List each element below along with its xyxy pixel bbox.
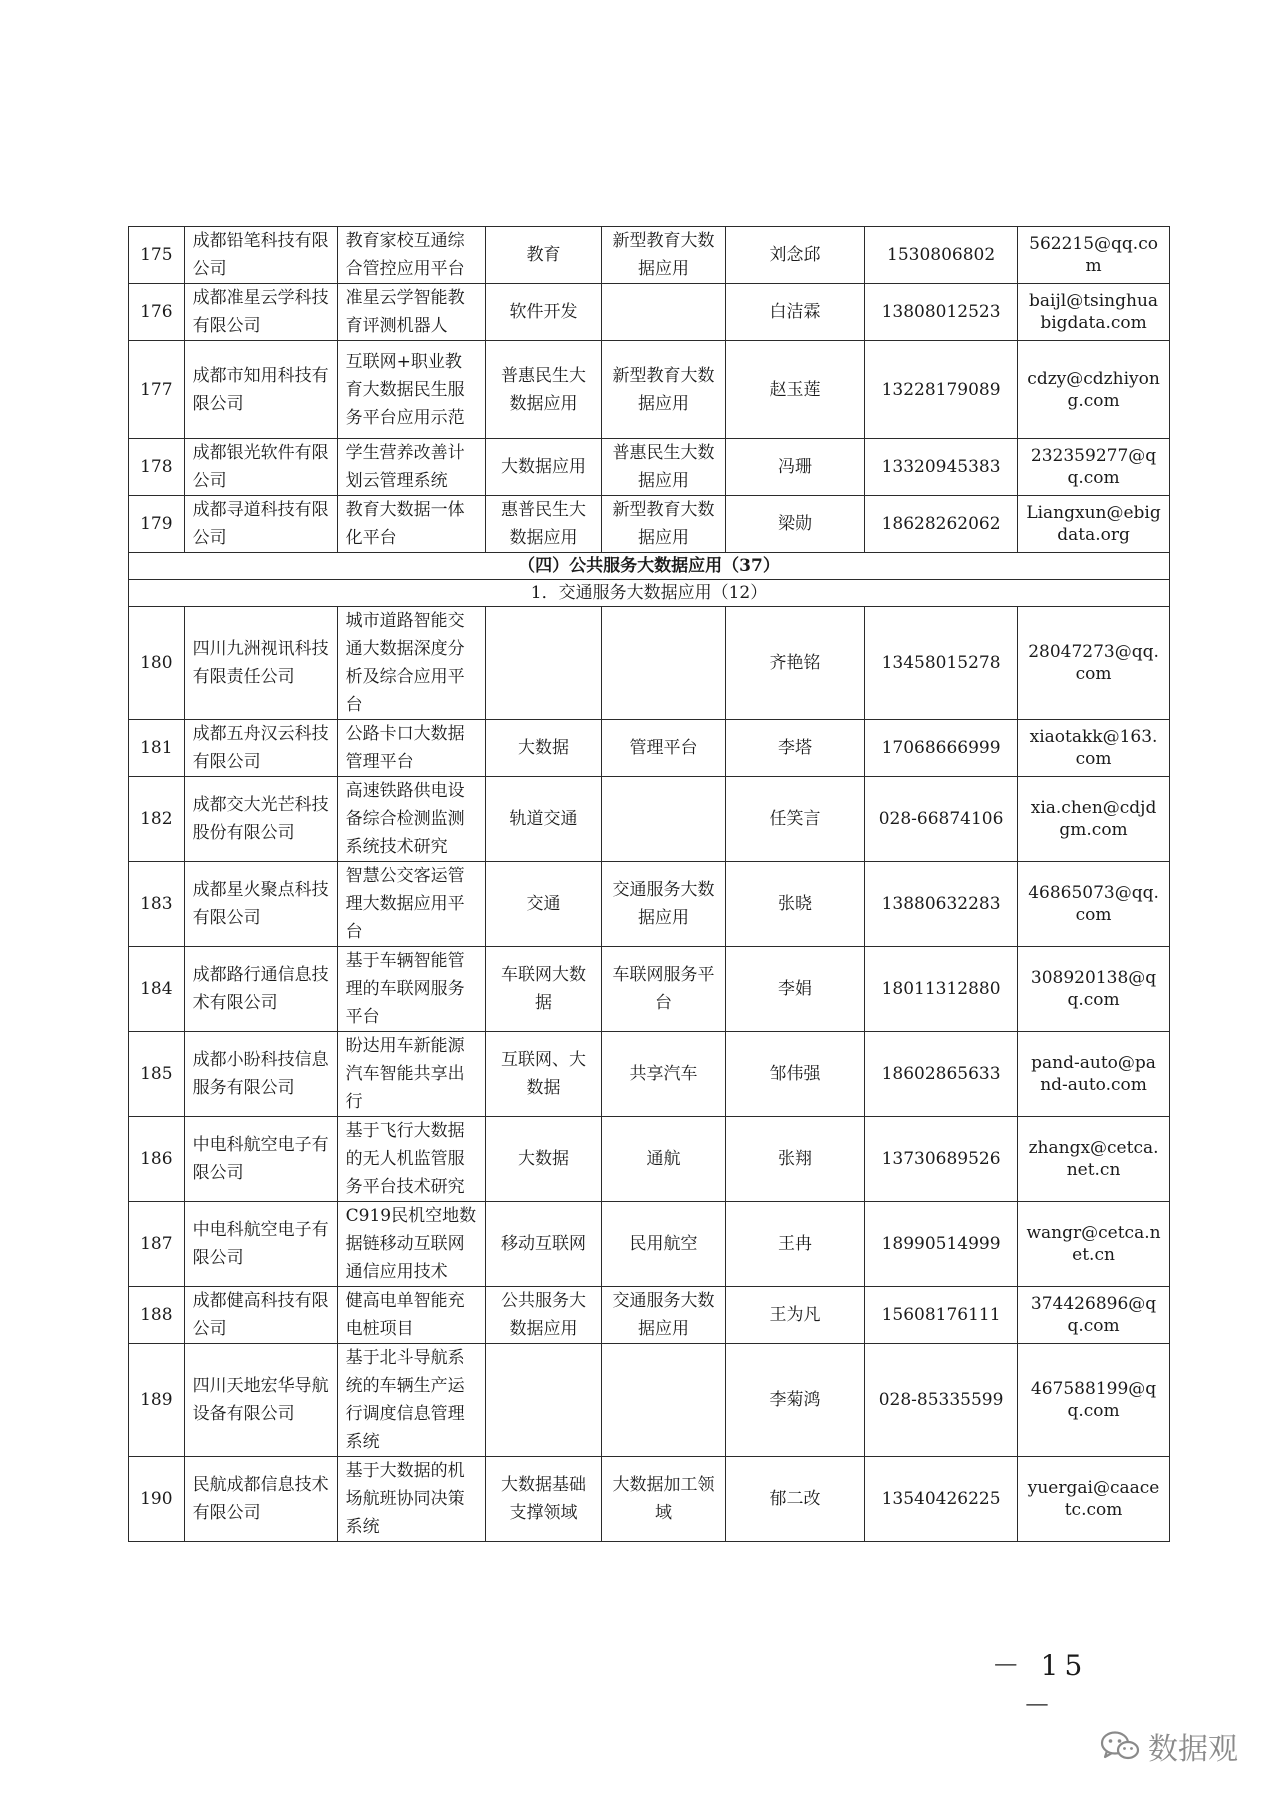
- company-name: 成都市知用科技有限公司: [184, 341, 337, 439]
- project-name: 基于北斗导航系统的车辆生产运行调度信息管理系统: [337, 1344, 485, 1457]
- table-row: [129, 1344, 1170, 1457]
- field-secondary: 车联网服务平台: [601, 947, 725, 1032]
- row-number: 184: [129, 947, 185, 1032]
- contact-person: 王冉: [725, 1202, 864, 1287]
- phone-number: 028-85335599: [865, 1344, 1018, 1457]
- contact-person: 冯珊: [725, 439, 864, 496]
- field-secondary: 新型教育大数据应用: [601, 341, 725, 439]
- table-row: [129, 439, 1170, 496]
- wechat-icon: [1100, 1729, 1140, 1763]
- phone-number: 13540426225: [865, 1457, 1018, 1542]
- email-address: 232359277@qq.com: [1018, 439, 1170, 496]
- row-number: 181: [129, 720, 185, 777]
- table-row: [129, 1457, 1170, 1542]
- table-body-section-headers: [129, 553, 1170, 607]
- email-address: 467588199@qq.com: [1018, 1344, 1170, 1457]
- contact-person: 李娟: [725, 947, 864, 1032]
- email-address: 374426896@qq.com: [1018, 1287, 1170, 1344]
- field-secondary: 新型教育大数据应用: [601, 227, 725, 284]
- phone-number: 18602865633: [865, 1032, 1018, 1117]
- table-row: [129, 496, 1170, 553]
- contact-person: 郁二改: [725, 1457, 864, 1542]
- contact-person: 齐艳铭: [725, 607, 864, 720]
- project-name: 公路卡口大数据管理平台: [337, 720, 485, 777]
- contact-person: 张翔: [725, 1117, 864, 1202]
- document-table: [128, 226, 1170, 1542]
- company-name: 成都交大光芒科技股份有限公司: [184, 777, 337, 862]
- field-secondary: 民用航空: [601, 1202, 725, 1287]
- project-name: 健高电单智能充电桩项目: [337, 1287, 485, 1344]
- field-secondary: [601, 607, 725, 720]
- email-address: yuergai@caacetc.com: [1018, 1457, 1170, 1542]
- company-name: 成都星火聚点科技有限公司: [184, 862, 337, 947]
- email-address: zhangx@cetca.net.cn: [1018, 1117, 1170, 1202]
- project-name: 高速铁路供电设备综合检测监测系统技术研究: [337, 777, 485, 862]
- field-primary: 互联网、大数据: [486, 1032, 602, 1117]
- section-title: （四）公共服务大数据应用（37）: [129, 553, 1170, 580]
- table-row: [129, 1202, 1170, 1287]
- project-name: 教育大数据一体化平台: [337, 496, 485, 553]
- table-row: [129, 1117, 1170, 1202]
- row-number: 189: [129, 1344, 185, 1457]
- row-number: 175: [129, 227, 185, 284]
- subsection-header-row: [129, 580, 1170, 607]
- field-secondary: 交通服务大数据应用: [601, 862, 725, 947]
- email-address: wangr@cetca.net.cn: [1018, 1202, 1170, 1287]
- table-row: [129, 1287, 1170, 1344]
- field-secondary: 通航: [601, 1117, 725, 1202]
- contact-person: 刘念邱: [725, 227, 864, 284]
- table-row: [129, 227, 1170, 284]
- phone-number: 13880632283: [865, 862, 1018, 947]
- phone-number: 18990514999: [865, 1202, 1018, 1287]
- page-number: － 15 －: [991, 1649, 1089, 1722]
- phone-number: 15608176111: [865, 1287, 1018, 1344]
- table-row: [129, 607, 1170, 720]
- project-name: 准星云学智能教育评测机器人: [337, 284, 485, 341]
- email-address: 308920138@qq.com: [1018, 947, 1170, 1032]
- field-secondary: [601, 777, 725, 862]
- subsection-title: 1．交通服务大数据应用（12）: [129, 580, 1170, 607]
- field-secondary: [601, 284, 725, 341]
- row-number: 177: [129, 341, 185, 439]
- email-address: 562215@qq.com: [1018, 227, 1170, 284]
- table-row: [129, 947, 1170, 1032]
- field-primary: 公共服务大数据应用: [486, 1287, 602, 1344]
- project-name: C919民机空地数据链移动互联网通信应用技术: [337, 1202, 485, 1287]
- email-address: Liangxun@ebigdata.org: [1018, 496, 1170, 553]
- field-primary: 大数据基础支撑领域: [486, 1457, 602, 1542]
- field-secondary: [601, 1344, 725, 1457]
- row-number: 176: [129, 284, 185, 341]
- watermark-text: 数据观: [1148, 1732, 1238, 1767]
- company-name: 成都小盼科技信息服务有限公司: [184, 1032, 337, 1117]
- phone-number: 13458015278: [865, 607, 1018, 720]
- field-primary: 轨道交通: [486, 777, 602, 862]
- field-secondary: 管理平台: [601, 720, 725, 777]
- phone-number: 13228179089: [865, 341, 1018, 439]
- field-primary: [486, 607, 602, 720]
- company-name: 成都准星云学科技有限公司: [184, 284, 337, 341]
- field-secondary: 交通服务大数据应用: [601, 1287, 725, 1344]
- company-name: 成都寻道科技有限公司: [184, 496, 337, 553]
- company-name: 中电科航空电子有限公司: [184, 1117, 337, 1202]
- field-primary: 交通: [486, 862, 602, 947]
- table-row: [129, 1032, 1170, 1117]
- company-name: 四川天地宏华导航设备有限公司: [184, 1344, 337, 1457]
- project-name: 互联网+职业教育大数据民生服务平台应用示范: [337, 341, 485, 439]
- phone-number: 18011312880: [865, 947, 1018, 1032]
- email-address: xia.chen@cdjdgm.com: [1018, 777, 1170, 862]
- field-secondary: 普惠民生大数据应用: [601, 439, 725, 496]
- contact-person: 白洁霖: [725, 284, 864, 341]
- phone-number: 028-66874106: [865, 777, 1018, 862]
- contact-person: 张晓: [725, 862, 864, 947]
- phone-number: 18628262062: [865, 496, 1018, 553]
- project-name: 教育家校互通综合管控应用平台: [337, 227, 485, 284]
- row-number: 188: [129, 1287, 185, 1344]
- table-row: [129, 284, 1170, 341]
- project-name: 学生营养改善计划云管理系统: [337, 439, 485, 496]
- company-name: 成都健高科技有限公司: [184, 1287, 337, 1344]
- project-name: 基于飞行大数据的无人机监管服务平台技术研究: [337, 1117, 485, 1202]
- project-name: 城市道路智能交通大数据深度分析及综合应用平台: [337, 607, 485, 720]
- row-number: 183: [129, 862, 185, 947]
- table-row: [129, 720, 1170, 777]
- company-name: 成都铅笔科技有限公司: [184, 227, 337, 284]
- phone-number: 13730689526: [865, 1117, 1018, 1202]
- table-body-transport: [129, 607, 1170, 1542]
- company-name: 中电科航空电子有限公司: [184, 1202, 337, 1287]
- company-name: 四川九洲视讯科技有限责任公司: [184, 607, 337, 720]
- field-primary: [486, 1344, 602, 1457]
- row-number: 178: [129, 439, 185, 496]
- contact-person: 任笑言: [725, 777, 864, 862]
- field-primary: 惠普民生大数据应用: [486, 496, 602, 553]
- contact-person: 赵玉莲: [725, 341, 864, 439]
- project-name: 盼达用车新能源汽车智能共享出行: [337, 1032, 485, 1117]
- email-address: 46865073@qq.com: [1018, 862, 1170, 947]
- field-primary: 大数据: [486, 720, 602, 777]
- field-primary: 移动互联网: [486, 1202, 602, 1287]
- table-row: [129, 862, 1170, 947]
- company-name: 成都路行通信息技术有限公司: [184, 947, 337, 1032]
- field-primary: 大数据应用: [486, 439, 602, 496]
- field-secondary: 共享汽车: [601, 1032, 725, 1117]
- field-primary: 普惠民生大数据应用: [486, 341, 602, 439]
- contact-person: 李塔: [725, 720, 864, 777]
- phone-number: 1530806802: [865, 227, 1018, 284]
- watermark: [1100, 1726, 1238, 1766]
- project-name: 智慧公交客运管理大数据应用平台: [337, 862, 485, 947]
- project-name: 基于车辆智能管理的车联网服务平台: [337, 947, 485, 1032]
- company-name: 成都五舟汉云科技有限公司: [184, 720, 337, 777]
- table-row: [129, 777, 1170, 862]
- field-primary: 车联网大数据: [486, 947, 602, 1032]
- email-address: baijl@tsinghuabigdata.com: [1018, 284, 1170, 341]
- row-number: 187: [129, 1202, 185, 1287]
- section-header-row: [129, 553, 1170, 580]
- table-body-education: [129, 227, 1170, 553]
- phone-number: 13808012523: [865, 284, 1018, 341]
- phone-number: 13320945383: [865, 439, 1018, 496]
- field-primary: 大数据: [486, 1117, 602, 1202]
- row-number: 180: [129, 607, 185, 720]
- row-number: 190: [129, 1457, 185, 1542]
- contact-person: 李菊鸿: [725, 1344, 864, 1457]
- contact-person: 梁勋: [725, 496, 864, 553]
- company-name: 成都银光软件有限公司: [184, 439, 337, 496]
- table-row: [129, 341, 1170, 439]
- email-address: xiaotakk@163.com: [1018, 720, 1170, 777]
- row-number: 182: [129, 777, 185, 862]
- email-address: cdzy@cdzhiyong.com: [1018, 341, 1170, 439]
- field-primary: 软件开发: [486, 284, 602, 341]
- email-address: 28047273@qq.com: [1018, 607, 1170, 720]
- contact-person: 王为凡: [725, 1287, 864, 1344]
- field-primary: 教育: [486, 227, 602, 284]
- row-number: 185: [129, 1032, 185, 1117]
- contact-person: 邹伟强: [725, 1032, 864, 1117]
- field-secondary: 新型教育大数据应用: [601, 496, 725, 553]
- row-number: 179: [129, 496, 185, 553]
- field-secondary: 大数据加工领域: [601, 1457, 725, 1542]
- project-name: 基于大数据的机场航班协同决策系统: [337, 1457, 485, 1542]
- company-name: 民航成都信息技术有限公司: [184, 1457, 337, 1542]
- phone-number: 17068666999: [865, 720, 1018, 777]
- email-address: pand-auto@pand-auto.com: [1018, 1032, 1170, 1117]
- row-number: 186: [129, 1117, 185, 1202]
